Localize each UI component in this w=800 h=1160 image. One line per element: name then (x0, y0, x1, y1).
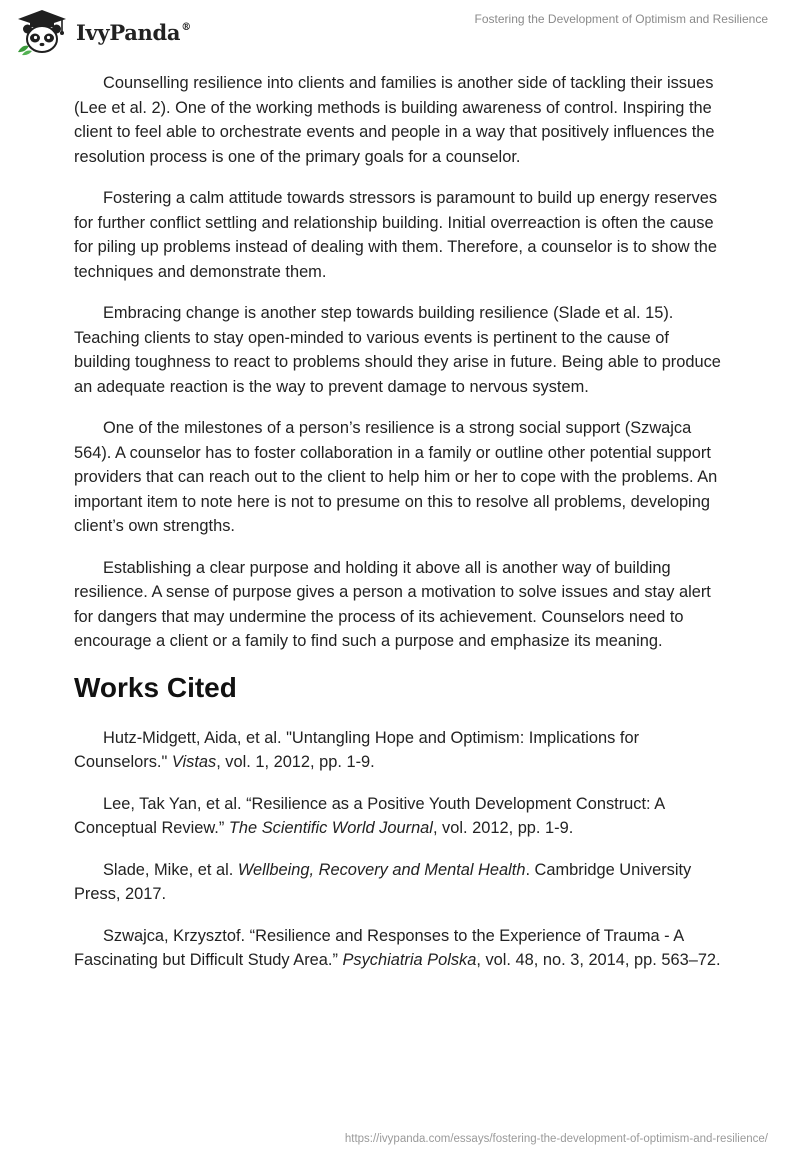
panda-graduate-icon (14, 8, 70, 56)
body-paragraph: Counselling resilience into clients and families is another side of tackling their issues (Lee et al. 2). One of the working methods is building awareness of control. Inspiring the client to feel able to orchestrate events and people in a way that positively influences the resolution process is one of the primary goals for a counselor. (74, 74, 715, 166)
citation-entry: Slade, Mike, et al. Wellbeing, Recovery and Mental Health. Cambridge University Press, 2017. (74, 860, 692, 903)
source-url[interactable]: https://ivypanda.com/essays/fostering-the-development-of-optimism-and-resilience/ (344, 1133, 768, 1145)
body-paragraph: Embracing change is another step towards building resilience (Slade et al. 15). Teaching clients to stay open-minded to various events is pertinent to the cause of building toughness to react to problems should they arise in future. Being able to produce an adequate reaction is the way to prevent damage to nervous system. (74, 304, 721, 396)
essay-body (74, 71, 730, 990)
body-paragraph: Fostering a calm attitude towards stressors is paramount to build up energy reserves for further conflict settling and relationship building. Initial overreaction is often the cause for piling up problems instead of dealing with them. Therefore, a counselor is to show the techniques and demonstrate them. (74, 189, 718, 281)
page-header (0, 0, 800, 64)
works-cited-heading: Works Cited (74, 671, 237, 703)
citation-entry: Hutz-Midgett, Aida, et al. "Untangling Hope and Optimism: Implications for Counselors." Vistas, vol. 1, 2012, pp. 1-9. (74, 728, 640, 771)
ivypanda-logo[interactable] (14, 8, 204, 56)
citation-entry: Lee, Tak Yan, et al. “Resilience as a Positive Youth Development Construct: A Conceptual Review.” The Scientific World Journal, vol. 2012, pp. 1-9. (74, 794, 665, 837)
logo-wordmark: IvyPanda® (76, 19, 191, 45)
body-paragraph: One of the milestones of a person’s resilience is a strong social support (Szwajca 564). A counselor has to foster collaboration in a family or outline other potential support providers that can reach out to the client to help him or her to cope with the problems. An important item to note here is not to presume on this to resolve all problems, developing client’s own strengths. (74, 419, 718, 535)
citation-entry: Szwajca, Krzysztof. “Resilience and Responses to the Experience of Trauma - A Fascinating but Difficult Study Area.” Psychiatria Polska, vol. 48, no. 3, 2014, pp. 563–72. (74, 926, 721, 969)
body-paragraph: Establishing a clear purpose and holding it above all is another way of building resilience. A sense of purpose gives a person a motivation to solve issues and stay alert for dangers that may undermine the process of its achievement. Counselors need to encourage a client or a family to find such a purpose and emphasize its meaning. (74, 558, 711, 650)
document-title: Fostering the Development of Optimism and Resilience (474, 12, 768, 26)
